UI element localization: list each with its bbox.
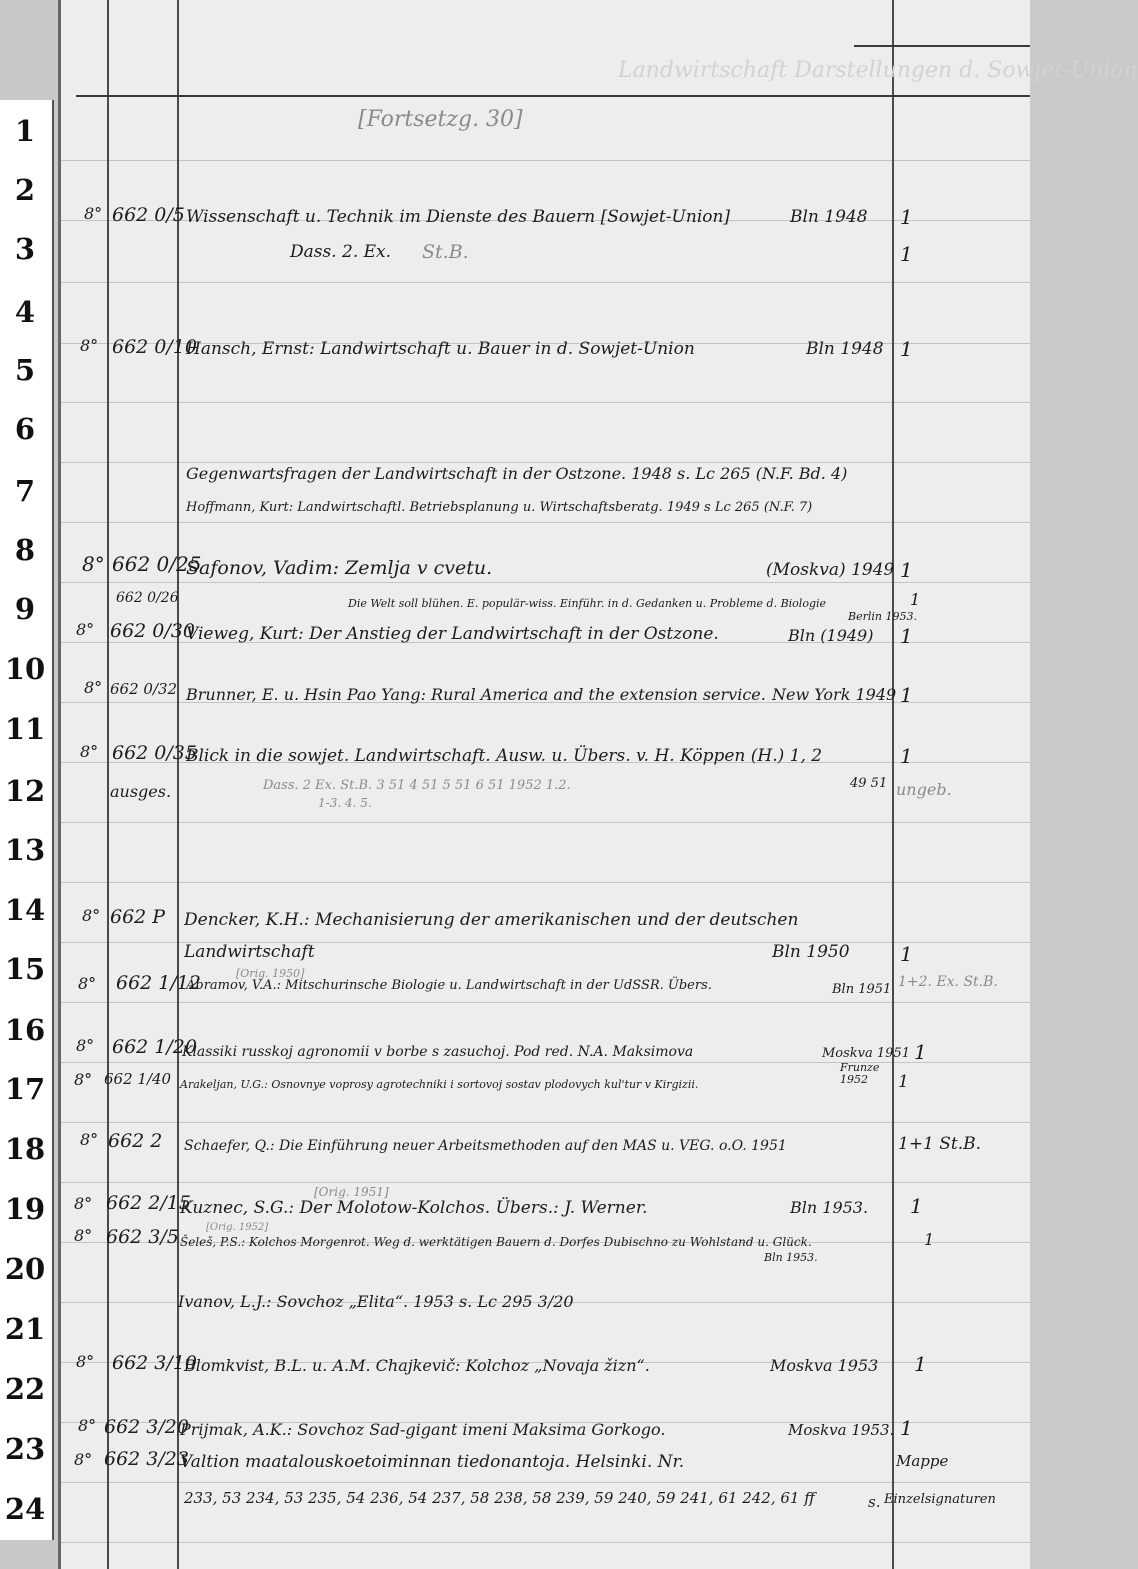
entry-format: 8°: [78, 1416, 97, 1435]
format-column-line: [107, 0, 109, 1569]
entry-signature: 662 P: [110, 906, 166, 928]
line-number: 22: [4, 1372, 46, 1406]
entry-count: 1+1 St.B.: [898, 1134, 982, 1154]
line-number: 17: [4, 1072, 46, 1106]
entry-title: Abramov, V.A.: Mitschurinsche Biologie u. Landwirtschaft in der UdSSR. Übers.: [186, 978, 712, 993]
entry-signature: 662 3/5: [106, 1226, 179, 1248]
entry-title: Ivanov, L.J.: Sovchoz „Elita“. 1953 s. Lc 295 3/20: [178, 1292, 574, 1311]
entry-place-year: Bln 1950: [772, 942, 850, 962]
ledger-sheet: [58, 0, 1138, 1569]
entry-place-year: Bln 1948: [806, 339, 884, 359]
entry-signature: 662 0/10: [112, 336, 197, 358]
ruled-line: [58, 522, 1030, 523]
entry-count: Einzelsignaturen: [884, 1492, 996, 1507]
entry-title: Dass. 2 Ex. St.B. 3 51 4 51 5 51 6 51 1952 1.2.: [263, 778, 571, 793]
entry-format: 8°: [76, 1352, 95, 1371]
line-number: 20: [4, 1252, 46, 1286]
entry-format: 8°: [84, 678, 103, 697]
entry-place-year: Bln 1948: [790, 207, 868, 227]
entry-place-year: Bln 1951: [832, 982, 892, 997]
entry-signature: 662 3/10: [112, 1352, 197, 1374]
entry-signature: 662 1/40: [104, 1070, 172, 1088]
entry-title: Valtion maatalouskoetoiminnan tiedonantoja. Helsinki. Nr.: [180, 1452, 685, 1472]
entry-place-year: Berlin 1953.: [848, 610, 917, 623]
entry-format: 8°: [74, 1194, 93, 1213]
ruled-line: [58, 882, 1030, 883]
signature-column-line: [177, 0, 179, 1569]
entry-format: 8°: [78, 974, 97, 993]
entry-title: Dass. 2. Ex.: [290, 242, 392, 262]
entry-count: 1: [914, 1352, 927, 1376]
line-number: 2: [14, 173, 36, 207]
line-number: 9: [14, 592, 36, 626]
entry-title: Gegenwartsfragen der Landwirtschaft in der Ostzone. 1948 s. Lc 265 (N.F. Bd. 4): [186, 464, 848, 483]
line-number: 5: [14, 353, 36, 387]
line-number: 4: [14, 295, 36, 329]
line-number: 12: [4, 774, 46, 808]
entry-count: 1: [900, 242, 913, 266]
ruled-line: [58, 402, 1030, 403]
line-number: 8: [14, 533, 36, 567]
entry-count: 1: [900, 683, 913, 707]
entry-count: 1: [900, 205, 913, 229]
entry-place-year: New York 1949: [772, 685, 897, 704]
line-number: 11: [4, 712, 46, 746]
line-number: 14: [4, 893, 46, 927]
line-number: 6: [14, 412, 36, 446]
entry-title: Vieweg, Kurt: Der Anstieg der Landwirtschaft in der Ostzone.: [186, 624, 719, 644]
entry-signature: 662 1/12: [116, 972, 201, 994]
entry-format: 8°: [74, 1226, 93, 1245]
entry-signature: 662 2: [108, 1130, 163, 1152]
entry-place-year: Bln (1949): [788, 626, 874, 645]
entry-signature-note: ausges.: [110, 782, 172, 801]
entry-signature: 662 0/26: [116, 590, 179, 606]
ruled-line: [58, 1182, 1030, 1183]
entry-format: 8°: [84, 204, 103, 223]
entry-title: Blick in die sowjet. Landwirtschaft. Ausw. u. Übers. v. H. Köppen (H.) 1, 2: [186, 746, 823, 766]
entry-count: 1: [910, 590, 921, 609]
entry-count: 1: [898, 1072, 909, 1092]
line-number: 7: [14, 474, 36, 508]
entry-place-year: (Moskva) 1949: [766, 560, 895, 580]
entry-note: [Orig. 1950]: [236, 967, 305, 980]
entry-title: Die Welt soll blühen. E. populär-wiss. Einführ. in d. Gedanken u. Probleme d. Biologie: [348, 597, 827, 610]
entry-signature: 662 0/30: [110, 620, 195, 642]
ruled-line: [58, 822, 1030, 823]
ruled-line: [58, 1482, 1030, 1483]
ruled-line: [58, 582, 1030, 583]
entry-count: 1+2. Ex. St.B.: [898, 974, 998, 990]
page-edge-line: [58, 0, 61, 1569]
entry-title: Brunner, E. u. Hsin Pao Yang: Rural America and the extension service.: [186, 685, 766, 704]
entry-format: 8°: [82, 906, 101, 925]
bleed-through-heading: Landwirtschaft Darstellungen d. Sowjet-Union: [618, 58, 1138, 83]
entry-title: Kuznec, S.G.: Der Molotow-Kolchos. Übers.: J. Werner.: [180, 1198, 648, 1218]
entry-note: St.B.: [422, 241, 469, 263]
entry-title: Wissenschaft u. Technik im Dienste des Bauern [Sowjet-Union]: [186, 207, 731, 227]
entry-title: Šeleš, P.S.: Kolchos Morgenrot. Weg d. werktätigen Bauern d. Dorfes Dubischno zu Wohlstand u. Glück.: [180, 1235, 812, 1249]
entry-format: 8°: [80, 742, 99, 761]
entry-place-year: 49 51: [850, 776, 888, 791]
entry-signature: 662 0/35: [112, 742, 197, 764]
entry-count: 1: [910, 1194, 923, 1218]
entry-place-year: Moskva 1951: [822, 1046, 910, 1061]
entry-count-note: ungeb.: [896, 780, 952, 799]
entry-title: Blomkvist, B.L. u. A.M. Chajkevič: Kolchoz „Novaja žizn“.: [184, 1356, 650, 1375]
header-rule: [76, 95, 1030, 97]
line-number: 1: [14, 114, 36, 148]
entry-count: 1: [924, 1230, 935, 1249]
entry-title: Dencker, K.H.: Mechanisierung der amerikanischen und der deutschen Landwirtschaft: [184, 910, 799, 962]
entry-count: 1: [900, 744, 913, 768]
scan-border-top: [0, 0, 56, 100]
entry-title: Schaefer, Q.: Die Einführung neuer Arbeitsmethoden auf den MAS u. VEG. o.O. 1951: [184, 1138, 787, 1154]
ruled-line: [58, 1002, 1030, 1003]
entry-format: 8°: [80, 336, 99, 355]
line-number: 18: [4, 1132, 46, 1166]
entry-count: 1: [900, 942, 913, 966]
entry-note: [Orig. 1952]: [206, 1222, 269, 1233]
entry-format: 8°: [74, 1070, 93, 1089]
entry-signature: 662 1/20: [112, 1036, 197, 1058]
entry-signature: 662 2/15: [106, 1192, 191, 1214]
header-dash: [854, 45, 1030, 47]
ruled-line: [58, 1542, 1030, 1543]
entry-title: 233, 53 234, 53 235, 54 236, 54 237, 58 238, 58 239, 59 240, 59 241, 61 242, 61 ff: [184, 1489, 815, 1507]
line-number: 13: [4, 833, 46, 867]
entry-place-year: Bln 1953.: [764, 1251, 818, 1264]
entry-title: Arakeljan, U.G.: Osnovnye voprosy agrotechniki i sortovoj sostav plodovych kul'tur v Kirgizii.: [180, 1078, 699, 1091]
entry-subnote: 1-3. 4. 5.: [318, 796, 372, 810]
entry-format: 8°: [76, 620, 95, 639]
entry-signature: 662 0/32: [110, 680, 178, 698]
entry-count: 1: [900, 624, 913, 648]
entry-count: 1: [914, 1040, 927, 1064]
line-number: 23: [4, 1432, 46, 1466]
line-number: 15: [4, 952, 46, 986]
entry-title: Hansch, Ernst: Landwirtschaft u. Bauer in d. Sowjet-Union: [186, 339, 695, 359]
entry-signature: 662 3/23: [104, 1448, 189, 1470]
entry-signature: 662 0/25: [112, 552, 202, 576]
entry-count: 1: [900, 1416, 913, 1440]
entry-format: 8°: [76, 1036, 95, 1055]
line-number: 10: [4, 652, 46, 686]
entry-place-year: Moskva 1953.: [788, 1421, 895, 1439]
entry-count: Mappe: [896, 1452, 949, 1470]
count-column-line: [892, 0, 894, 1569]
header-note: [Fortsetzg. 30]: [358, 107, 523, 132]
line-number: 24: [4, 1492, 46, 1526]
entry-place-year: Frunze 1952: [840, 1061, 880, 1086]
entry-signature: 662 3/20: [104, 1416, 189, 1438]
line-number: 3: [14, 232, 36, 266]
line-number-column: [0, 100, 52, 1540]
line-number: 19: [4, 1192, 46, 1226]
entry-title: Hoffmann, Kurt: Landwirtschaftl. Betriebsplanung u. Wirtschaftsberatg. 1949 s Lc 265 (N.F. 7): [186, 500, 813, 515]
entry-count: 1: [900, 558, 913, 582]
entry-format: 8°: [82, 552, 105, 576]
entry-count: 1: [900, 337, 913, 361]
entry-note: [Orig. 1951]: [314, 1185, 389, 1199]
entry-title: Klassiki russkoj agronomii v borbe s zasuchoj. Pod red. N.A. Maksimova: [182, 1044, 694, 1060]
entry-format: 8°: [80, 1130, 99, 1149]
line-number: 16: [4, 1013, 46, 1047]
entry-place-year: s.: [868, 1493, 881, 1511]
entry-title: Safonov, Vadim: Zemlja v cvetu.: [186, 557, 493, 579]
entry-signature: 662 0/5: [112, 204, 185, 226]
ruled-line: [58, 160, 1030, 161]
entry-title: Prijmak, A.K.: Sovchoz Sad-gigant imeni Maksima Gorkogo.: [180, 1420, 666, 1439]
line-number: 21: [4, 1312, 46, 1346]
entry-place-year: Bln 1953.: [790, 1198, 869, 1217]
ruled-line: [58, 1122, 1030, 1123]
ruled-line: [58, 282, 1030, 283]
scan-border-bottom: [0, 1540, 56, 1569]
entry-place-year: Moskva 1953: [770, 1356, 879, 1375]
entry-format: 8°: [74, 1450, 93, 1469]
